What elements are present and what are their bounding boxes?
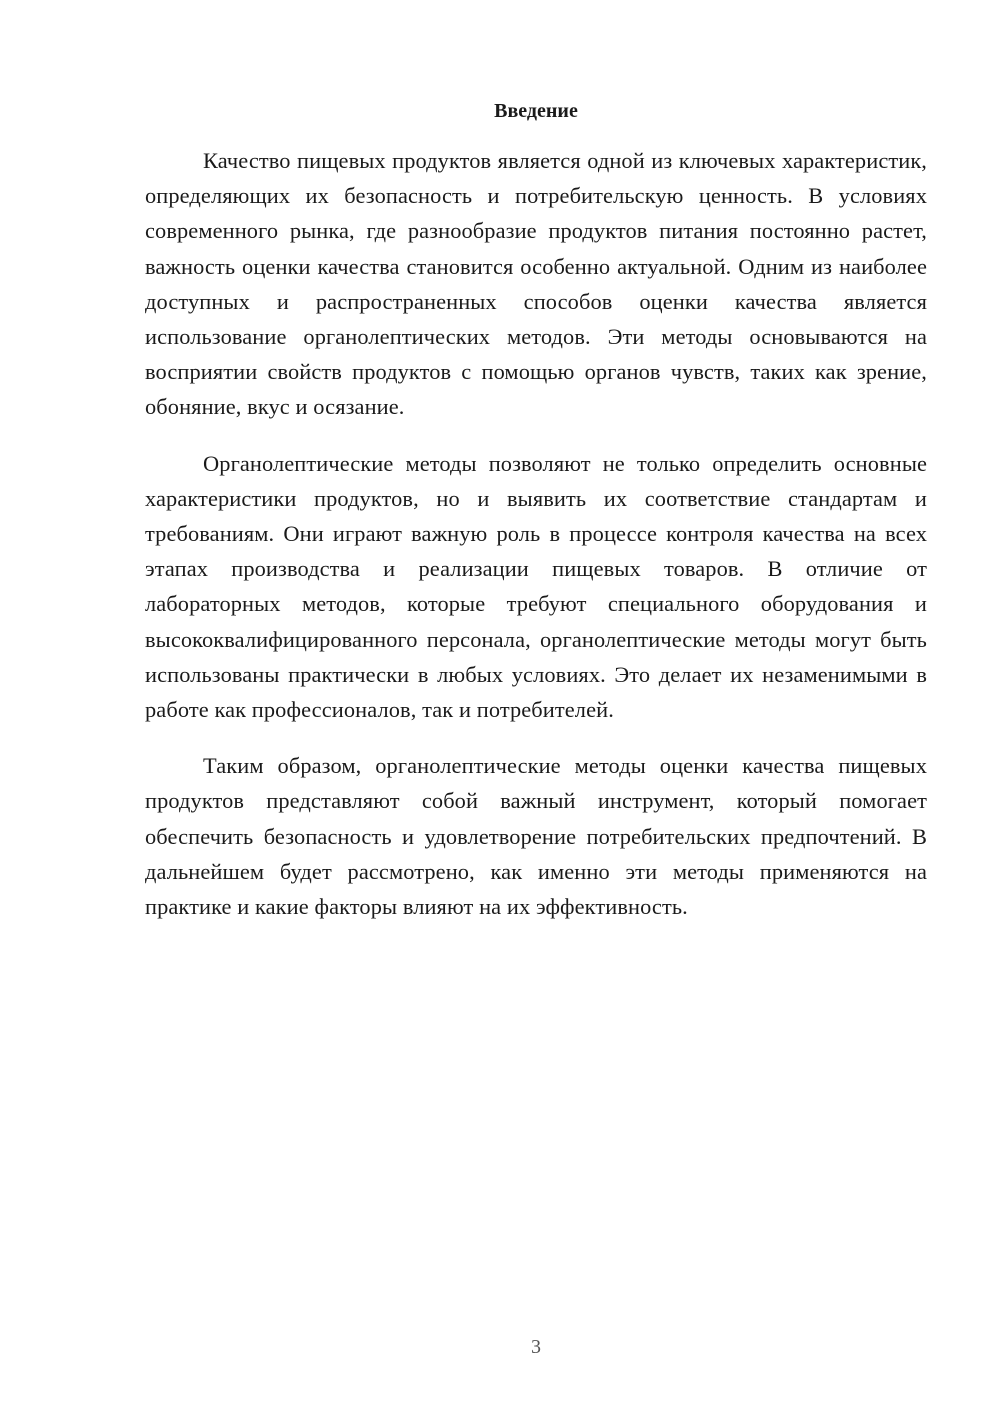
paragraph-2: Органолептические методы позволяют не только определить основные характеристики продуктов, но и выявить их соответствие стандартам и требованиям. Они играют важную роль в процессе контроля качества на всех этапах производства и реализации пищевых товаров. В отличие от лабораторных методов, которые требуют специального оборудования и высококвалифицированного персонала, органолептические методы могут быть использованы практически в любых условиях. Это делает их незаменимыми в работе как профессионалов, так и потребителей. <box>145 450 927 723</box>
paragraph-1: Качество пищевых продуктов является одной из ключевых характеристик, определяющих их безопасность и потребительскую ценность. В условиях современного рынка, где разнообразие продуктов питания постоянно растет, важность оценки качества становится особенно актуальной. Одним из наиболее доступных и распространенных способов оценки качества является использование органолептических методов. Эти методы основываются на восприятии свойств продуктов с помощью органов чувств, таких как зрение, обоняние, вкус и осязание. <box>145 148 927 420</box>
page-number: 3 <box>531 1336 541 1358</box>
body-text <box>145 143 927 924</box>
section-title: Введение <box>494 100 578 122</box>
paragraph-3: Таким образом, органолептические методы оценки качества пищевых продуктов представляют собой важный инструмент, который помогает обеспечить безопасность и удовлетворение потребительских предпочтений. В дальнейшем будет рассмотрено, как именно эти методы применяются на практике и какие факторы влияют на их эффективность. <box>145 753 927 920</box>
